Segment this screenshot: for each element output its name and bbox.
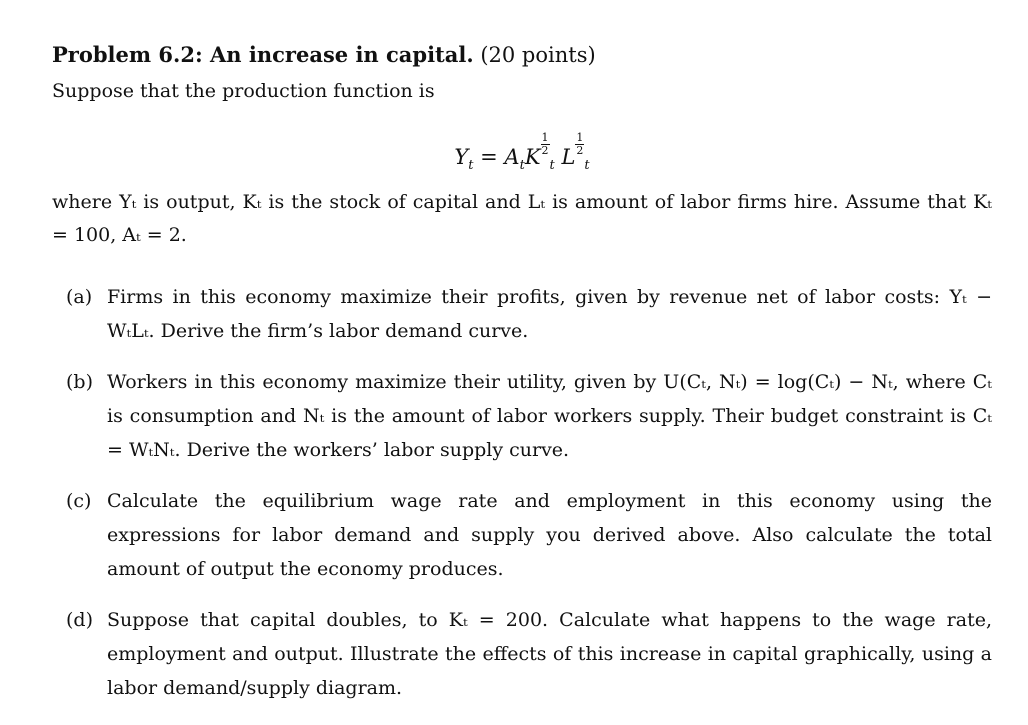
- eq-output-symbol: Y: [454, 145, 469, 169]
- part-text: Suppose that capital doubles, to Kₜ = 200. Calculate what happens to the wage rate, employment and output. Illustrate the effects of this increase in capital graphically, using a labor demand/supply diagram.: [107, 609, 992, 699]
- eq-sub-t: t: [468, 158, 474, 174]
- part-label: (b): [66, 371, 93, 393]
- problem-points: (20 points): [480, 43, 596, 67]
- eq-sub-t: t: [519, 158, 525, 174]
- eq-equals: =: [473, 145, 505, 169]
- eq-sub-t: t: [549, 158, 555, 174]
- part-b: [52, 365, 992, 467]
- part-label: (a): [66, 286, 93, 308]
- part-text: Calculate the equilibrium wage rate and employment in this economy using the expressions for labor demand and supply you derived above. Also calculate the total amount of output the economy produces.: [107, 490, 992, 580]
- eq-capital-exponent: [541, 132, 550, 157]
- part-label: (c): [66, 490, 92, 512]
- eq-tfp-symbol: A: [504, 145, 520, 169]
- production-function-equation: [52, 132, 992, 172]
- part-text: Firms in this economy maximize their profits, given by revenue net of labor costs: Yₜ − WₜLₜ. Derive the firm’s labor demand curve.: [107, 286, 992, 342]
- variable-definitions: where Yₜ is output, Kₜ is the stock of capital and Lₜ is amount of labor firms hire. Assume that Kₜ = 100, Aₜ = 2.: [52, 191, 992, 246]
- eq-frac-numerator: 1: [576, 131, 584, 144]
- part-a: [52, 280, 992, 348]
- part-c: [52, 484, 992, 586]
- eq-sub-t: t: [584, 158, 590, 174]
- eq-labor-exponent: [575, 132, 584, 157]
- part-d: [52, 603, 992, 705]
- eq-frac-denominator: 2: [541, 144, 549, 157]
- eq-capital-symbol: K: [524, 145, 541, 169]
- problem-title: Problem 6.2: An increase in capital.: [52, 42, 474, 67]
- part-label: (d): [66, 609, 93, 631]
- eq-frac-numerator: 1: [541, 131, 549, 144]
- problem-parts: [52, 280, 992, 705]
- eq-frac-denominator: 2: [576, 144, 584, 157]
- problem-heading: [52, 40, 992, 70]
- problem-page: [52, 40, 992, 722]
- part-text: Workers in this economy maximize their utility, given by U(Cₜ, Nₜ) = log(Cₜ) − Nₜ, where Cₜ is consumption and Nₜ is the amount of labor workers supply. Their budget constraint is Cₜ = WₜNₜ. Derive the workers’ labor supply curve.: [107, 371, 992, 461]
- problem-intro: Suppose that the production function is: [52, 80, 435, 102]
- eq-labor-symbol: L: [561, 145, 576, 169]
